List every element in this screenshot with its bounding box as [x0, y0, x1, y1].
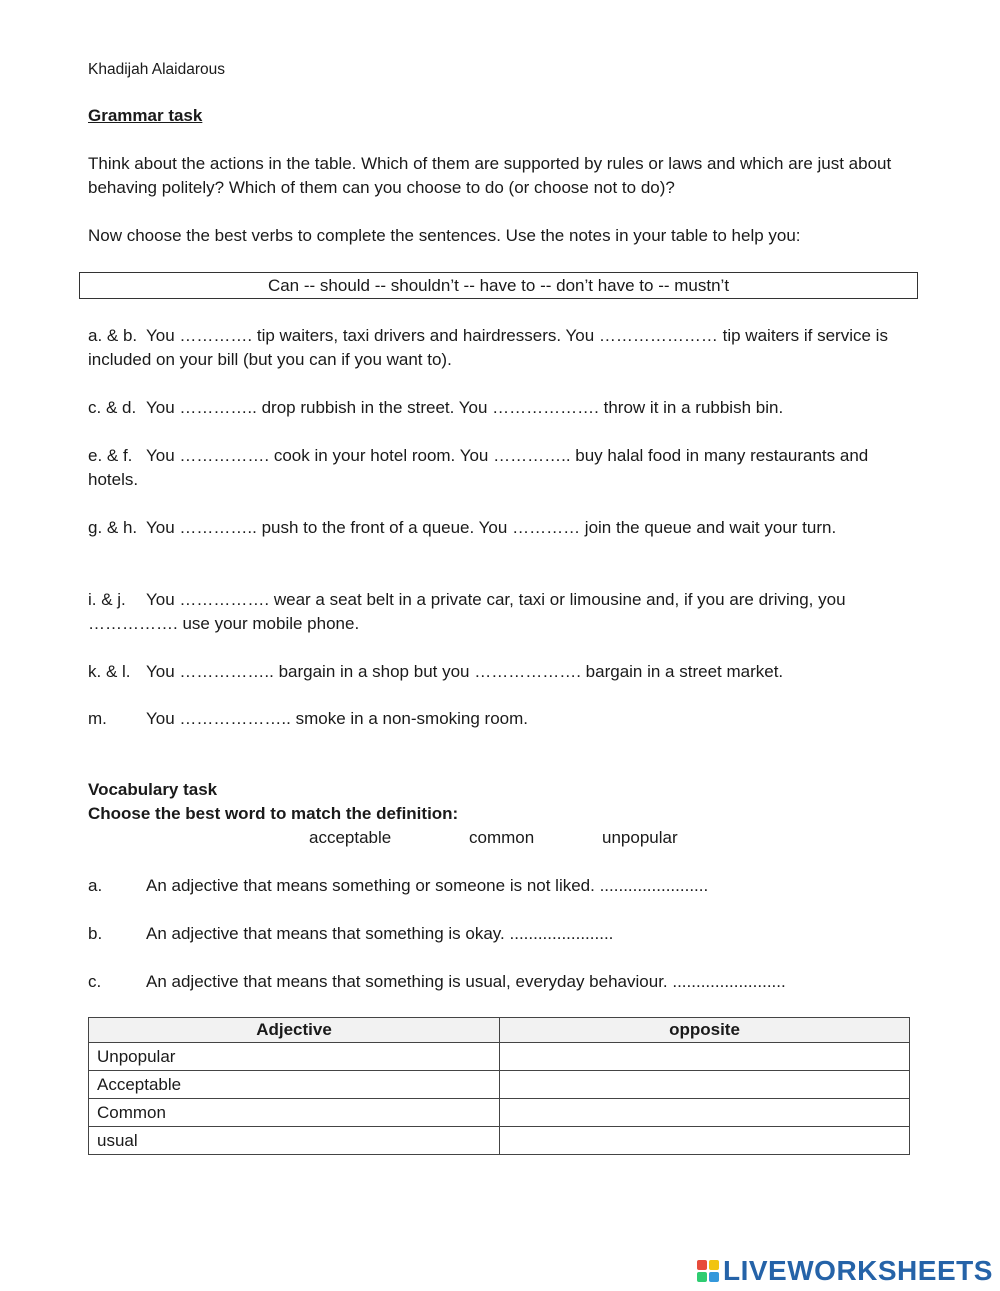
adjective-cell: usual: [89, 1127, 500, 1155]
question-ab: [88, 324, 903, 372]
adjective-cell: Unpopular: [89, 1043, 500, 1071]
question-cd: [88, 396, 903, 420]
question-text: You …………….. bargain in a shop but you ………………. bargain in a street market.: [146, 662, 784, 681]
question-label: i. & j.: [88, 590, 126, 609]
definition-a: [88, 874, 708, 898]
opposite-answer-cell[interactable]: [500, 1071, 910, 1099]
table-row: [89, 1071, 910, 1099]
adjective-cell: Acceptable: [89, 1071, 500, 1099]
question-gh: [88, 516, 903, 540]
question-text: You ……………. cook in your hotel room. You ………….. buy halal food in many restaurants and hotels.: [88, 446, 869, 489]
question-label: a. & b.: [88, 326, 138, 345]
definition-text: An adjective that means that something is okay. ......................: [146, 924, 614, 943]
opposite-answer-cell[interactable]: [500, 1127, 910, 1155]
liveworksheets-logo[interactable]: [697, 1256, 993, 1286]
question-text: You ………….. drop rubbish in the street. You ………………. throw it in a rubbish bin.: [146, 398, 784, 417]
question-ij: [88, 588, 903, 636]
grammar-instruction: Now choose the best verbs to complete the sentences. Use the notes in your table to help you:: [88, 226, 801, 245]
question-label: k. & l.: [88, 662, 131, 681]
adjective-opposite-table: [88, 1017, 910, 1155]
liveworksheets-logo-icon: [697, 1260, 719, 1282]
opposite-answer-cell[interactable]: [500, 1099, 910, 1127]
question-ef: [88, 444, 903, 492]
definition-text: An adjective that means that something is usual, everyday behaviour. ........................: [146, 972, 786, 991]
question-label: c. & d.: [88, 398, 137, 417]
question-label: m.: [88, 709, 107, 728]
column-header-adjective: Adjective: [89, 1018, 500, 1043]
question-text: You …………. tip waiters, taxi drivers and hairdressers. You ………………… tip waiters if service is included on your bill (but you can if you want to).: [88, 326, 888, 369]
column-header-opposite: opposite: [500, 1018, 910, 1043]
opposite-answer-cell[interactable]: [500, 1043, 910, 1071]
logo-text: LIVEWORKSHEETS: [723, 1255, 993, 1286]
word-bank-item: acceptable: [309, 828, 392, 847]
definition-label: b.: [88, 924, 103, 943]
grammar-intro: Think about the actions in the table. Which of them are supported by rules or laws and which are just about behaving politely? Which of them can you choose to do (or choose not to do)?: [88, 154, 892, 197]
question-label: g. & h.: [88, 518, 138, 537]
word-bank-item: common: [469, 828, 535, 847]
definition-text: An adjective that means something or someone is not liked. .......................: [146, 876, 709, 895]
table-row: [89, 1127, 910, 1155]
definition-c: [88, 970, 786, 994]
question-text: You ………….. push to the front of a queue. You ………… join the queue and wait your turn.: [146, 518, 837, 537]
question-label: e. & f.: [88, 446, 133, 465]
word-bank-item: unpopular: [602, 828, 678, 847]
table-row: [89, 1099, 910, 1127]
verb-options-box: Can -- should -- shouldn’t -- have to -- don’t have to -- mustn’t: [79, 272, 918, 299]
vocabulary-heading: Vocabulary task: [88, 780, 218, 799]
question-m: [88, 707, 903, 731]
vocabulary-instruction: Choose the best word to match the definition:: [88, 804, 459, 823]
table-header-row: [89, 1018, 910, 1043]
question-kl: [88, 660, 903, 684]
adjective-cell: Common: [89, 1099, 500, 1127]
grammar-heading: Grammar task: [88, 106, 203, 125]
question-text: You ……………….. smoke in a non-smoking room.: [146, 709, 529, 728]
author-name: Khadijah Alaidarous: [88, 61, 226, 78]
definition-b: [88, 922, 613, 946]
table-row: [89, 1043, 910, 1071]
definition-label: a.: [88, 876, 103, 895]
question-text: You ……………. wear a seat belt in a private car, taxi or limousine and, if you are driving, you ……………. use your mobile phone.: [88, 590, 846, 633]
definition-label: c.: [88, 972, 102, 991]
